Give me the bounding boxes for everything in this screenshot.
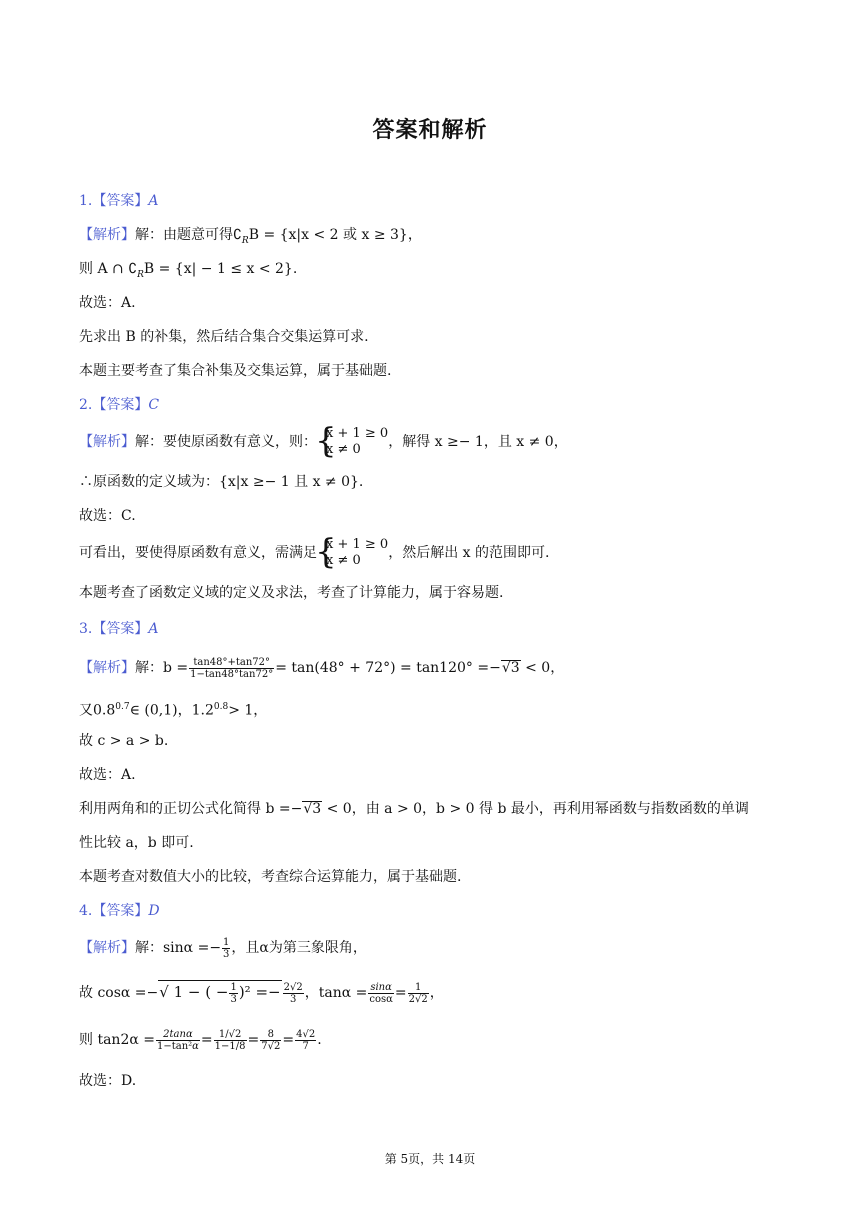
sqrt-3: √3 bbox=[501, 660, 520, 676]
q3-answer: 3.【答案】A bbox=[79, 621, 159, 637]
page-footer: 第 5页，共 14页 bbox=[384, 1152, 476, 1166]
sqrt-expression: √ 1 − ( − $\frac{1}{3}$ )² =− bbox=[159, 981, 281, 1005]
q2-analysis-line5: 本题考查了函数定义域的定义及求法，考查了计算能力，属于容易题. bbox=[79, 585, 504, 601]
q1-analysis-line5: 本题主要考查了集合补集及交集运算，属于基础题. bbox=[79, 363, 392, 379]
page-title: 答案和解析 bbox=[372, 118, 488, 143]
q1-analysis-line1: 【解析】解：由题意可得$∁_RB = \{x|x < 2$ 或 x ≥ 3}， bbox=[79, 227, 422, 246]
q2-analysis-line1: 【解析】解：要使原函数有意义，则： { x + 1 ≥ 0 x ≠ 0 ，解得 x ≥− 1，且 x ≠ 0， bbox=[79, 426, 568, 458]
q3-analysis-line7: 本题考查对数值大小的比较，考查综合运算能力，属于基础题. bbox=[79, 869, 462, 885]
q3-fraction: $\frac{\tan 48^\circ+\tan 72^\circ}{1-\tan 48^\circ\tan 72^\circ}$ bbox=[190, 656, 274, 680]
q3-analysis-line4: 故选：A. bbox=[79, 767, 136, 783]
q3-analysis-line6: 性比较 a，b 即可. bbox=[79, 835, 194, 851]
q1-analysis-line4: 先求出 B 的补集，然后结合集合交集运算可求. bbox=[79, 329, 369, 345]
q2-analysis-line4: 可看出，要使得原函数有意义，需满足 { x + 1 ≥ 0 x ≠ 0 ，然后解出 x 的范围即可. bbox=[79, 537, 549, 569]
q4-analysis-line1: 【解析】解：sinα =− $\frac{1}{3}$ ，且α为第三象限角， bbox=[79, 936, 367, 960]
q1-analysis-line2: 则 A ∩ $∁_RB = \{x| - 1 \le x < 2\}$. bbox=[79, 261, 298, 280]
q1-answer: 1.【答案】A bbox=[79, 193, 159, 209]
q3-analysis-line1: 【解析】解：b = $\frac{\tan 48^\circ+\tan 72^\circ}{1-\tan 48^\circ\tan 72^\circ}$ = tan(48° + 72°) = tan120° =−√3 < 0， bbox=[79, 656, 565, 680]
q2-analysis-line3: 故选：C. bbox=[79, 508, 136, 524]
q4-answer: 4.【答案】D bbox=[79, 903, 160, 919]
q3-analysis-line3: 故 c > a > b. bbox=[79, 733, 169, 749]
q3-analysis-line5: 利用两角和的正切公式化简得 b =−√3 < 0，由 a > 0，b > 0 得 b 最小，再利用幂函数与指数函数的单调 bbox=[79, 801, 749, 817]
q2-answer: 2.【答案】C bbox=[79, 397, 160, 413]
q4-analysis-line2: 故 cosα =−√ 1 − ( − $\frac{1}{3}$ )² =− $\frac{2√2}{3}$ ，tanα = $\frac{\sin\alpha}{\cos\alpha}$ = $\frac{1}{2√2}$ ， bbox=[79, 981, 444, 1005]
q1-analysis-line3: 故选：A. bbox=[79, 295, 136, 311]
q2-equation-system: { x + 1 ≥ 0 x ≠ 0 bbox=[317, 426, 388, 458]
q2-analysis-line2: ∴原函数的定义域为：{x|x ≥− 1 且 x ≠ 0}. bbox=[79, 474, 364, 490]
q4-analysis-line3: 则 tan2α = $\frac{2\tan\alpha}{\text{1−tan²α}}$ = $\frac{1/√2}{1-1/8}$ = $\frac{8}{7√2}$ = $\frac{4√2}{7}$ . bbox=[79, 1028, 322, 1052]
q4-analysis-line4: 故选：D. bbox=[79, 1073, 137, 1089]
q2-equation-system-2: { x + 1 ≥ 0 x ≠ 0 bbox=[317, 537, 388, 569]
q3-analysis-line2: 又$0.8^{0.7}\in$ (0,1)，$1.2^{0.8}> 1$， bbox=[79, 702, 268, 719]
sqrt-3b: √3 bbox=[303, 801, 322, 817]
